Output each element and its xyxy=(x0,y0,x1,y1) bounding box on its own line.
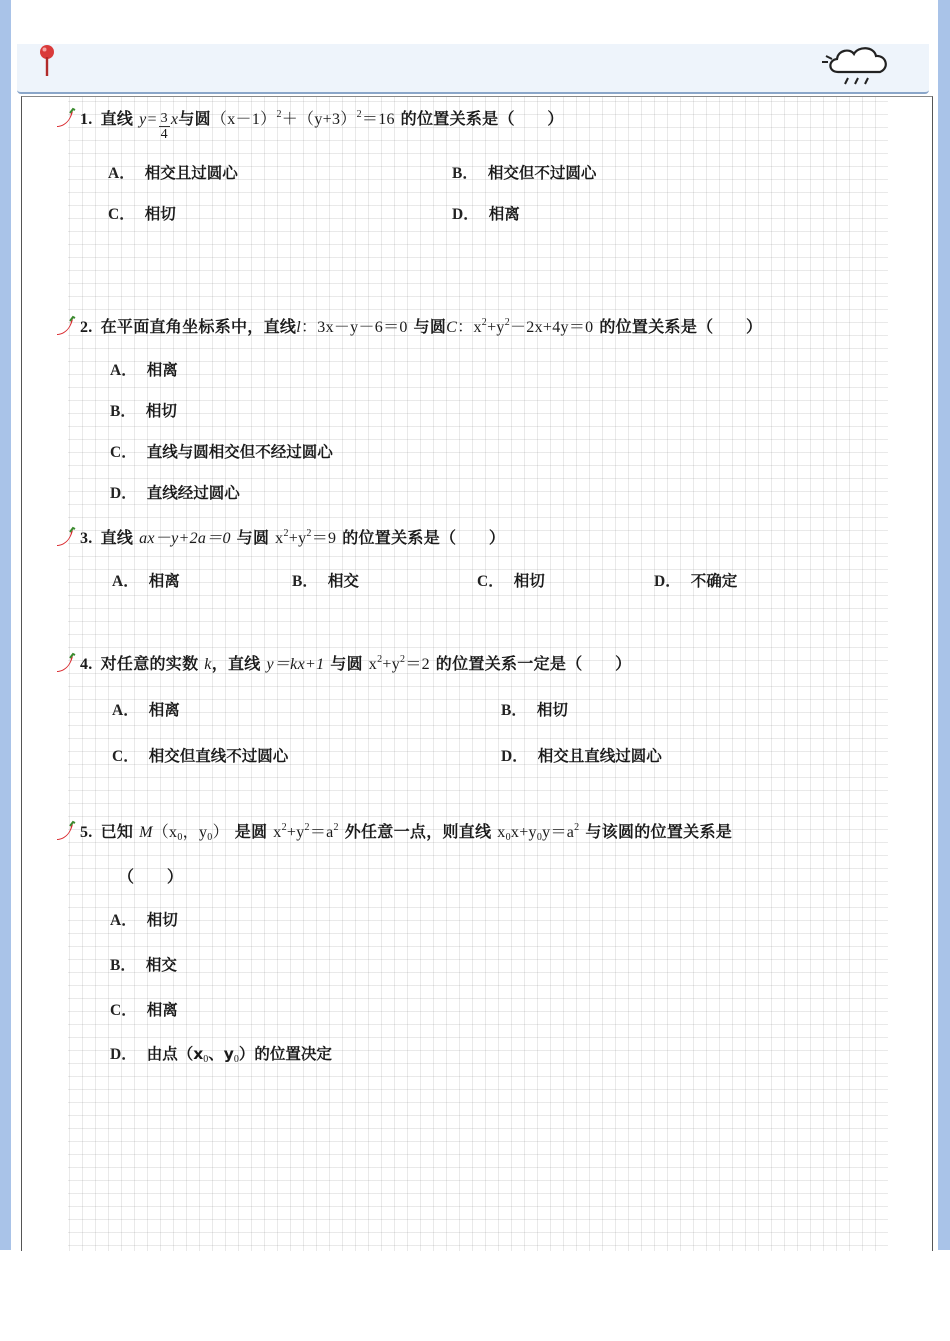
circle-equation: ＝9 xyxy=(311,530,337,547)
question-text: 直线 xyxy=(100,109,134,128)
option-letter: C． xyxy=(110,1002,137,1019)
option-letter: A． xyxy=(108,165,135,182)
right-border-strip xyxy=(938,0,950,1250)
option-letter: A． xyxy=(112,573,139,590)
question-text: 直线 xyxy=(100,528,134,547)
question-3 xyxy=(54,525,505,548)
circle-equation: ＝a xyxy=(309,824,334,841)
option-letter: B． xyxy=(292,573,318,590)
option-text: 相切 xyxy=(145,402,177,420)
line-equation: x+y xyxy=(510,824,537,841)
option-text: 相切 xyxy=(146,911,178,929)
point-coords: ，y xyxy=(182,824,208,841)
question-2 xyxy=(54,314,762,337)
exponent: 2 xyxy=(504,317,510,328)
question-text: 的位置关系一定是（ ） xyxy=(435,654,632,673)
option-letter: D． xyxy=(110,485,137,502)
circle-name: C xyxy=(446,319,458,336)
circle-equation: x xyxy=(368,656,378,673)
circle-equation: （x－1） xyxy=(210,111,277,128)
option-letter: B． xyxy=(110,957,136,974)
exponent: 2 xyxy=(304,822,310,833)
option-letter: B． xyxy=(110,403,136,420)
line-equation: ax－y+2a＝0 xyxy=(139,530,231,547)
left-border-strip xyxy=(0,0,11,1250)
question-number: 4. xyxy=(80,656,93,673)
chili-pepper-icon xyxy=(54,107,76,129)
option-c[interactable] xyxy=(110,440,333,462)
option-b[interactable] xyxy=(110,399,177,421)
option-text: 相交 xyxy=(145,956,177,974)
chili-pepper-icon xyxy=(54,820,76,842)
circle-equation: ：x xyxy=(457,319,482,336)
circle-equation: +y xyxy=(487,319,505,336)
option-letter: C． xyxy=(108,206,135,223)
option-text: 相交且直线过圆心 xyxy=(537,747,662,765)
option-d[interactable] xyxy=(501,744,662,766)
option-letter: B． xyxy=(452,165,478,182)
subscript: 0 xyxy=(203,1054,209,1065)
option-b[interactable] xyxy=(110,953,177,975)
question-text: 与圆 xyxy=(330,654,363,673)
option-letter: A． xyxy=(112,702,139,719)
question-text: 在平面直角坐标系中，直线 xyxy=(100,317,297,336)
option-d[interactable] xyxy=(654,569,737,591)
line-equation: y＝kx+1 xyxy=(266,656,325,673)
chili-pepper-icon xyxy=(54,526,76,548)
option-text: 相离 xyxy=(148,701,180,719)
exponent: 2 xyxy=(276,109,282,120)
option-text: 相交但不过圆心 xyxy=(487,164,597,182)
question-5 xyxy=(54,819,732,842)
point-coords: （x xyxy=(152,824,178,841)
exponent: 2 xyxy=(574,822,580,833)
option-text: 相交但直线不过圆心 xyxy=(148,747,289,765)
question-text: 与该圆的位置关系是 xyxy=(585,822,733,841)
point-coords: ） xyxy=(212,824,229,841)
question-text: ，直线 xyxy=(211,654,261,673)
circle-equation: +y xyxy=(286,824,305,841)
circle-equation: ＝2 xyxy=(405,656,430,673)
option-letter: D． xyxy=(654,573,681,590)
option-letter: B． xyxy=(501,702,527,719)
option-text: 直线与圆相交但不经过圆心 xyxy=(146,443,333,461)
subscript: 0 xyxy=(505,832,511,843)
line-name: l xyxy=(296,319,301,336)
line-equation: x xyxy=(497,824,506,841)
option-text: 相离 xyxy=(146,1001,178,1019)
question-text: 与圆 xyxy=(236,528,270,547)
line-equation: y＝a xyxy=(542,824,575,841)
header-band xyxy=(17,44,929,94)
answer-paren-text: （ ） xyxy=(118,867,184,886)
question-text: 外任意一点，则直线 xyxy=(344,822,492,841)
question-text: 与圆 xyxy=(178,109,211,128)
circle-equation: x xyxy=(273,824,282,841)
circle-equation: ＋（y+3） xyxy=(281,111,357,128)
variable: k xyxy=(204,656,212,673)
chili-pepper-icon xyxy=(54,315,76,337)
option-text: 相切 xyxy=(513,572,545,590)
option-d[interactable] xyxy=(110,481,240,503)
fraction-numerator: 3 xyxy=(160,111,168,126)
option-a[interactable] xyxy=(108,161,238,183)
question-text: 的位置关系是（ ） xyxy=(599,317,763,336)
option-b[interactable] xyxy=(292,569,359,591)
question-1 xyxy=(54,106,564,142)
option-text: 由点（x xyxy=(146,1045,204,1063)
option-text: 直线经过圆心 xyxy=(146,484,240,502)
option-letter: D． xyxy=(110,1046,137,1063)
exponent: 2 xyxy=(356,109,362,120)
question-text: 的位置关系是（ ） xyxy=(400,109,564,128)
option-text: 相离 xyxy=(146,361,178,379)
option-text: 相切 xyxy=(536,701,568,719)
circle-equation: +y xyxy=(382,656,400,673)
exponent: 2 xyxy=(281,822,287,833)
option-c[interactable] xyxy=(112,744,288,766)
equation: y= xyxy=(139,111,158,128)
question-text: 已知 xyxy=(100,822,134,841)
option-b[interactable] xyxy=(452,161,596,183)
subscript: 0 xyxy=(207,832,213,843)
circle-equation: －2x+4y＝0 xyxy=(510,319,594,336)
option-text: 相离 xyxy=(488,205,520,223)
option-text: 相切 xyxy=(144,205,176,223)
option-text: ）的位置决定 xyxy=(238,1045,332,1063)
option-c[interactable] xyxy=(477,569,545,591)
subscript: 0 xyxy=(177,832,183,843)
option-letter: D． xyxy=(501,748,528,765)
circle-equation: ＝16 xyxy=(361,111,395,128)
line-equation: ：3x－y－6＝0 xyxy=(300,319,408,336)
subscript: 0 xyxy=(233,1054,239,1065)
question-number: 5. xyxy=(80,824,93,841)
option-a[interactable] xyxy=(112,698,180,720)
exponent: 2 xyxy=(377,654,383,665)
option-letter: D． xyxy=(452,206,479,223)
option-text: 、y xyxy=(208,1045,234,1063)
question-text: 的位置关系是（ ） xyxy=(342,528,506,547)
chili-pepper-icon xyxy=(54,652,76,674)
fraction xyxy=(159,111,170,142)
option-text: 相离 xyxy=(148,572,180,590)
option-letter: C． xyxy=(477,573,504,590)
exponent: 2 xyxy=(481,317,488,328)
question-number: 2. xyxy=(80,319,93,336)
option-letter: C． xyxy=(110,444,137,461)
question-number: 1. xyxy=(80,111,93,128)
option-letter: C． xyxy=(112,748,139,765)
option-letter: A． xyxy=(110,362,137,379)
option-text: 相交且过圆心 xyxy=(144,164,238,182)
question-text: 对任意的实数 xyxy=(100,654,199,673)
option-c[interactable] xyxy=(108,202,176,224)
point-name: M xyxy=(139,824,153,841)
circle-equation: x xyxy=(275,530,284,547)
circle-equation: +y xyxy=(288,530,307,547)
question-4 xyxy=(54,651,631,674)
exponent: 2 xyxy=(333,822,339,833)
answer-paren[interactable] xyxy=(118,864,183,887)
option-c[interactable] xyxy=(110,998,178,1020)
subscript: 0 xyxy=(536,832,543,843)
question-number: 3. xyxy=(80,530,93,547)
question-text: 与圆 xyxy=(413,317,447,336)
option-d[interactable] xyxy=(110,1042,332,1064)
rain-cloud-icon xyxy=(820,40,900,88)
option-a[interactable] xyxy=(112,569,180,591)
option-a[interactable] xyxy=(110,358,178,380)
option-text: 相交 xyxy=(327,572,359,590)
exponent: 2 xyxy=(306,528,312,539)
option-b[interactable] xyxy=(501,698,568,720)
option-d[interactable] xyxy=(452,202,520,224)
exponent: 2 xyxy=(400,654,406,665)
option-a[interactable] xyxy=(110,908,178,930)
fraction-denominator: 4 xyxy=(160,127,168,142)
equation-variable: x xyxy=(170,111,179,128)
pushpin-icon xyxy=(36,44,58,78)
option-text: 不确定 xyxy=(690,572,738,590)
exponent: 2 xyxy=(283,528,289,539)
option-letter: A． xyxy=(110,912,137,929)
question-text: 是圆 xyxy=(234,822,268,841)
